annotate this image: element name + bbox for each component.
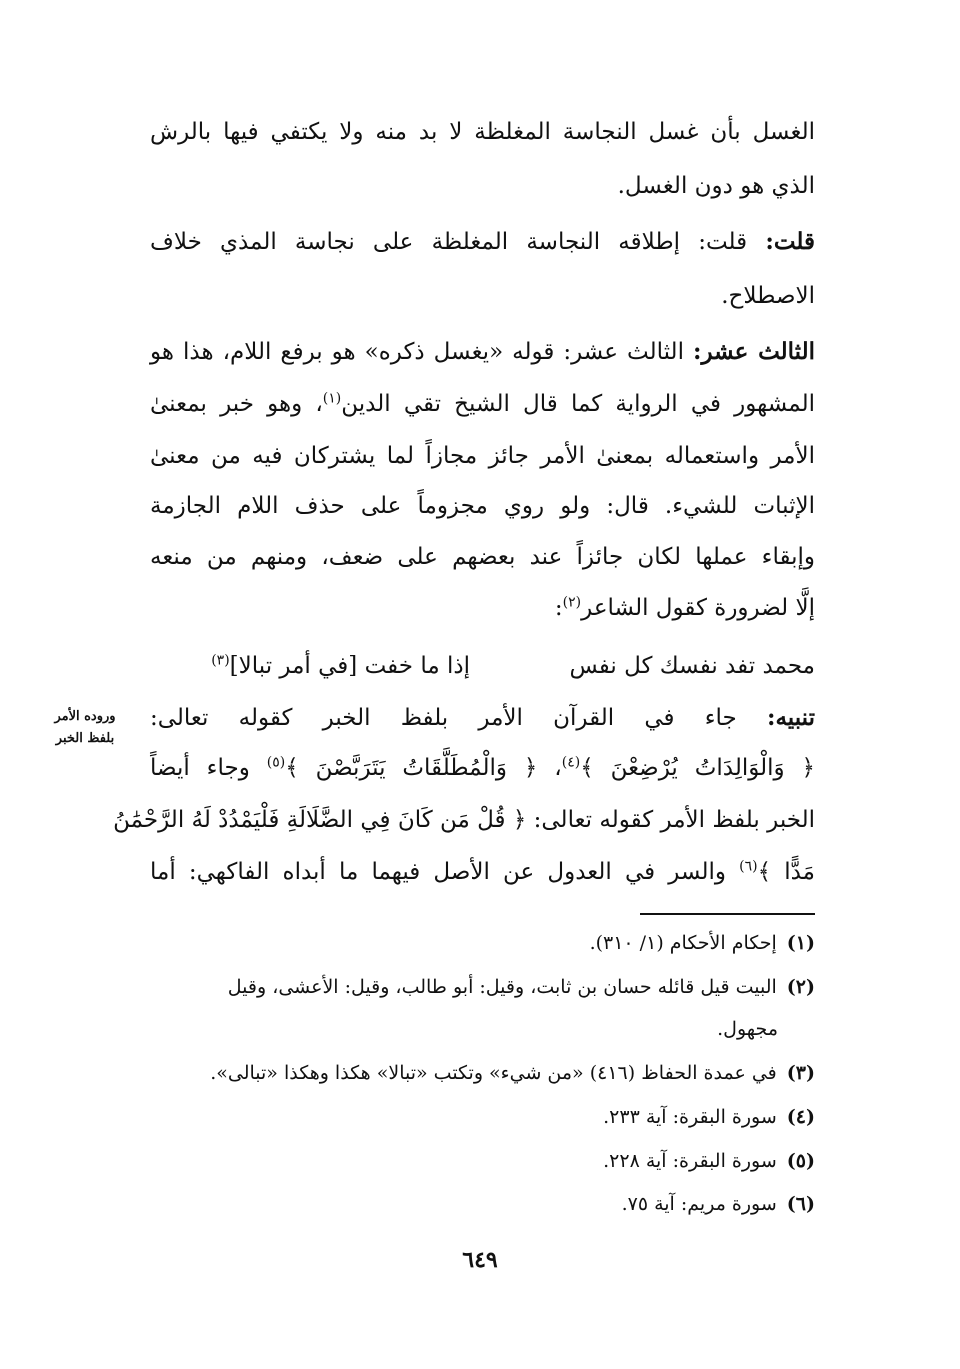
verse-first-hemistich: محمد تفد نفسك كل نفس — [569, 653, 815, 679]
body-line-7: الأمر واستعماله بمعنىٰ الأمر جائز مجازاً لما يشتركان فيه من معنىٰ — [150, 443, 815, 469]
footnote-ref-6: (٦) — [739, 858, 758, 875]
verse-second-text: إذا ما خفت [في أمر تبالا] — [229, 653, 470, 679]
tanbih-line-2 — [150, 752, 815, 784]
body-line-2: الذي هو دون الغسل. — [617, 173, 815, 199]
tanbih-line-4 — [150, 856, 815, 888]
footnote-number: (١) — [786, 932, 815, 954]
footnote-text: في عمدة الحفاظ (٤١٦) «من شيء» وتكتب «تبالا» هكذا وهكذا «تبالى». — [210, 1062, 777, 1084]
tanbih-text-4: والسر في العدول عن الأصل فيهما ما أبداه الفاكهي: أما — [150, 859, 740, 885]
third-text: الثالث عشر: قوله «يغسل ذكره» هو برفع اللام، هذا هو — [150, 339, 684, 365]
footnote-text: البيت قيل قائله حسان بن ثابت، وقيل: أبو طالب، وقيل: الأعشى، وقيل — [227, 976, 777, 998]
footnote-separator — [640, 913, 815, 915]
quran-verse-3-end: مَدًّا ﴾ — [757, 859, 815, 885]
footnote-3 — [150, 1058, 815, 1088]
tanbih-line-3: الخبر بلفظ الأمر كقوله تعالى: ﴿ قُلْ مَن كَانَ فِي الضَّلَالَةِ فَلْيَمْدُدْ لَهُ الرَّحْمَٰنُ — [113, 807, 815, 833]
tanbih-text-2: وجاء أيضاً — [150, 755, 267, 781]
footnote-6 — [150, 1189, 815, 1219]
third-lead: الثالث عشر: — [692, 338, 816, 365]
body-line-6 — [150, 388, 815, 420]
qult-text: قلت: إطلاقه النجاسة المغلظة على نجاسة المذي خلاف — [150, 229, 748, 255]
footnote-number: (٢) — [786, 976, 815, 998]
quran-verse-1: ﴿ وَالْوَالِدَاتُ يُرْضِعْنَ ﴾ — [580, 755, 816, 781]
footnote-5 — [150, 1146, 815, 1176]
footnote-text: إحكام الأحكام (١/ ٣١٠). — [589, 932, 777, 954]
third-paragraph-line — [150, 336, 815, 368]
footnote-ref-2: (٢) — [562, 594, 582, 611]
footnote-text: سورة البقرة: آية ٢٢٨. — [603, 1150, 777, 1172]
body-line-6-tail: ، وهو خبر بمعنىٰ — [150, 391, 323, 417]
qult-lead: قلت: — [765, 228, 816, 255]
footnote-text: مجهول. — [717, 1018, 778, 1040]
footnote-number: (٥) — [786, 1150, 815, 1172]
page-number: ٦٤٩ — [462, 1247, 498, 1273]
footnote-ref-4: (٤) — [561, 754, 581, 771]
verse-second-hemistich — [140, 650, 470, 682]
margin-note-line-1: وروده الأمر — [54, 709, 116, 724]
body-line-8: الإثبات للشيء. قال: ولو روي مجزوماً على حذف اللام الجازمة — [150, 493, 815, 519]
footnote-text: سورة مريم: آية ٧٥. — [621, 1193, 777, 1215]
qult-paragraph-line — [150, 226, 815, 258]
footnote-1 — [150, 928, 815, 958]
quran-verse-2: ، ﴿ وَالْمُطَلَّقَاتُ يَتَرَبَّصْنَ ﴾ — [285, 755, 562, 781]
body-line-10 — [555, 592, 815, 624]
footnote-ref-5: (٥) — [266, 754, 286, 771]
footnote-number: (٦) — [786, 1193, 815, 1215]
footnote-number: (٤) — [786, 1106, 815, 1128]
body-line-10-text: إلَّا لضرورة كقول الشاعر — [581, 595, 815, 621]
margin-note — [30, 706, 140, 750]
footnote-2 — [150, 972, 815, 1002]
footnote-text: سورة البقرة: آية ٢٣٣. — [603, 1106, 777, 1128]
body-line-9: وإبقاء عملها لكان جائزاً عند بعضهم على ضعف، ومنهم من منعه — [150, 544, 815, 570]
body-line-6-text: المشهور في الرواية كما قال الشيخ تقي الدين — [341, 391, 815, 417]
body-line-1: الغسل بأن غسل النجاسة المغلظة لا بد منه ولا يكتفي فيها بالرش — [150, 119, 815, 145]
footnote-number: (٣) — [786, 1062, 815, 1084]
footnote-ref-3: (٣) — [211, 652, 230, 669]
footnote-ref-1: (١) — [322, 390, 342, 407]
tanbih-lead: تنبيه: — [766, 704, 816, 731]
footnote-4 — [150, 1102, 815, 1132]
tanbih-text-1: جاء في القرآن الأمر بلفظ الخبر كقوله تعالى: — [150, 705, 737, 731]
footnote-2-continuation — [150, 1014, 778, 1044]
body-line-10-colon: : — [554, 595, 563, 621]
tanbih-line-1 — [150, 702, 815, 734]
margin-note-line-2: بلفظ الخبر — [55, 731, 115, 746]
body-line-4: الاصطلاح. — [721, 283, 815, 309]
